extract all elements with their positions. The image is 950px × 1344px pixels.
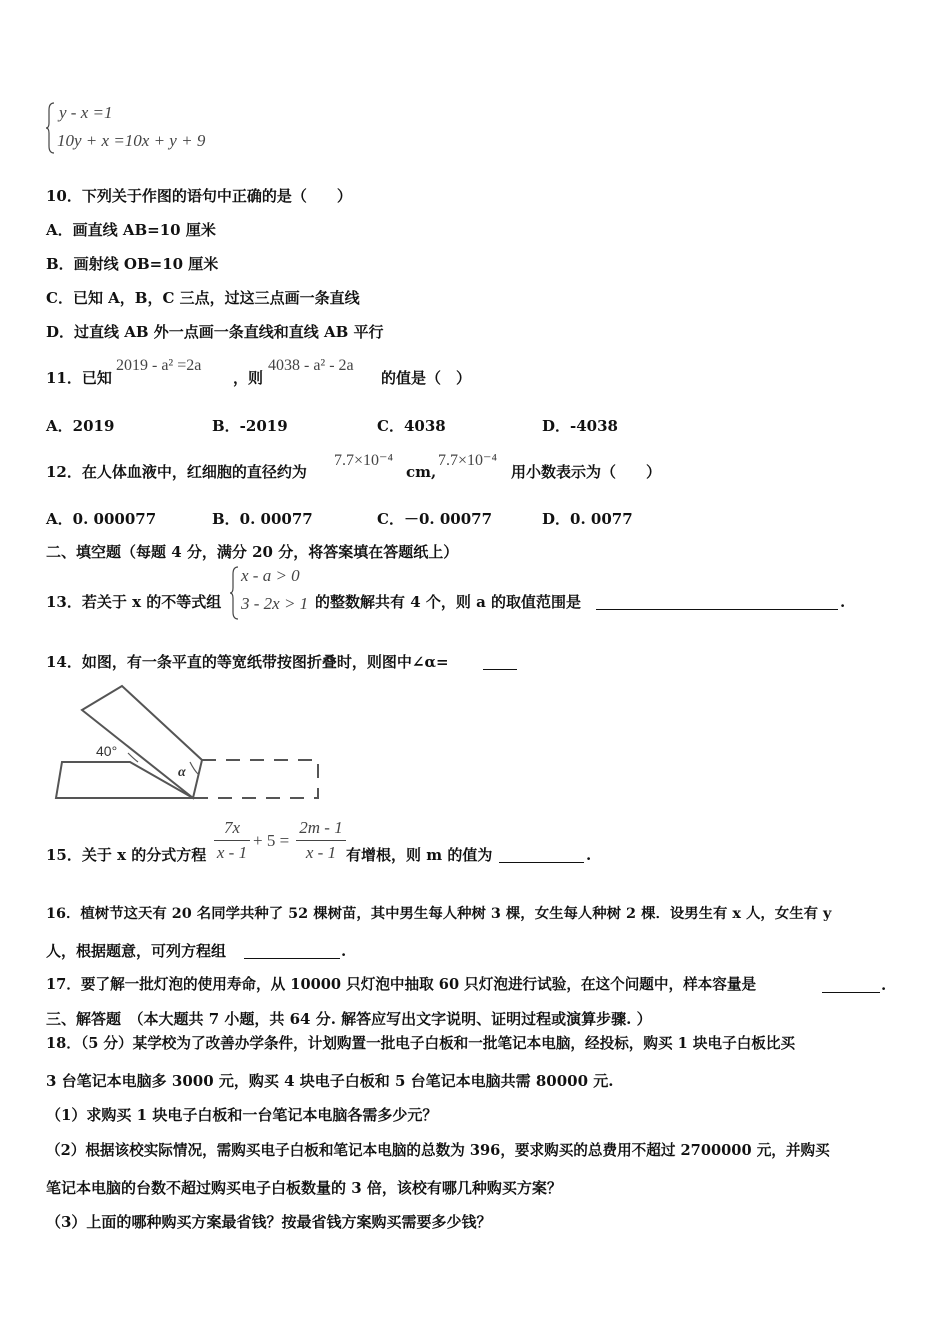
q13-ineq1: x - a > 0	[241, 566, 300, 585]
q18-sub2-line1: （2）根据该校实际情况，需购买电子白板和笔记本电脑的总数为 396，要求购买的总费用不超过 2700000 元，并购买	[46, 1142, 830, 1159]
system-brace	[46, 102, 56, 154]
q12-unit: cm,	[406, 463, 437, 481]
q11-option-d: D．-4038	[542, 417, 618, 435]
q17-text: 17．要了解一批灯泡的使用寿命，从 10000 只灯泡中抽取 60 只灯泡进行试验，在这个问题中，样本容量是	[46, 976, 757, 993]
q17-answer-blank	[822, 977, 880, 993]
q11-prefix: 11．已知	[46, 369, 112, 387]
q11-mid: ，则	[233, 369, 264, 387]
q15-frac1-numerator: 7x	[223, 818, 241, 837]
q12-value1: 7.7×10⁻⁴	[334, 452, 394, 469]
q12-prefix: 12．在人体血液中，红细胞的直径约为	[46, 463, 307, 481]
q11-option-b: B．-2019	[212, 417, 288, 435]
q11-given: 2019 - a² =2a	[116, 357, 202, 374]
q16-line2: 人，根据题意，可列方程组	[46, 942, 227, 960]
q15-suffix: 有增根，则 m 的值为	[346, 846, 493, 864]
q15-fraction-1	[214, 818, 250, 863]
q11-option-a: A．2019	[46, 417, 115, 435]
q13-prefix: 13．若关于 x 的不等式组	[46, 593, 222, 611]
q10-option-b: B．画射线 OB=10 厘米	[46, 255, 219, 273]
q12-option-b: B．0. 00077	[212, 510, 313, 528]
q12-suffix: 用小数表示为（ ）	[511, 463, 662, 481]
q12-option-a: A．0. 000077	[46, 510, 157, 528]
q18-line1: 18．（5 分）某学校为了改善办学条件，计划购置一批电子白板和一批笔记本电脑，经投标，购买 1 块电子白板比买	[46, 1035, 796, 1052]
q12-value2: 7.7×10⁻⁴	[438, 452, 498, 469]
system-eq1: y - x =1	[59, 103, 113, 122]
q12-option-c: C．－0. 00077	[377, 510, 493, 528]
q15-prefix: 15．关于 x 的分式方程	[46, 846, 207, 864]
q10-option-c: C．已知 A，B，C 三点，过这三点画一条直线	[46, 289, 360, 307]
angle-40-label: 40°	[96, 743, 118, 759]
q13-brace	[230, 566, 240, 620]
q13-suffix: 的整数解共有 4 个，则 a 的取值范围是	[315, 593, 582, 611]
q10-option-a: A．画直线 AB=10 厘米	[46, 221, 216, 239]
q15-frac1-denominator: x - 1	[216, 843, 248, 862]
q15-frac2-numerator: 2m - 1	[299, 818, 343, 837]
q10-option-d: D．过直线 AB 外一点画一条直线和直线 AB 平行	[46, 323, 384, 341]
q17-end: .	[881, 976, 887, 994]
q10-stem: 10．下列关于作图的语句中正确的是（ ）	[46, 187, 352, 205]
section3-heading: 三、解答题 （本大题共 7 小题，共 64 分. 解答应写出文字说明、证明过程或演算步骤. ）	[46, 1010, 652, 1028]
q11-option-c: C．4038	[377, 417, 446, 435]
q15-answer-blank	[499, 847, 584, 863]
q15-plus: + 5 =	[253, 831, 290, 850]
q16-end: .	[341, 942, 347, 960]
q13-answer-blank	[596, 594, 838, 610]
q11-expr: 4038 - a² - 2a	[268, 357, 354, 374]
q14-folded-strip-figure	[50, 682, 330, 804]
strip-dashed-outline	[193, 760, 318, 798]
section2-heading: 二、填空题（每题 4 分，满分 20 分，将答案填在答题纸上）	[46, 543, 459, 561]
strip-lower-part	[56, 762, 193, 798]
q16-answer-blank	[244, 943, 340, 959]
q18-sub2-line2: 笔记本电脑的台数不超过购买电子白板数量的 3 倍，该校有哪几种购买方案？	[46, 1179, 562, 1197]
q12-option-d: D．0. 0077	[542, 510, 633, 528]
q18-sub3: （3）上面的哪种购买方案最省钱？按最省钱方案购买需要多少钱？	[46, 1213, 492, 1231]
q18-sub1: （1）求购买 1 块电子白板和一台笔记本电脑各需多少元？	[46, 1106, 438, 1124]
angle-alpha-label: α	[178, 765, 186, 780]
q14-text: 14．如图，有一条平直的等宽纸带按图折叠时，则图中∠α=	[46, 653, 449, 671]
angle-alpha-arc	[190, 762, 198, 774]
q16-line1: 16．植树节这天有 20 名同学共种了 52 棵树苗，其中男生每人种树 3 棵，女生每人种树 2 棵．设男生有 x 人，女生有 y	[46, 905, 832, 922]
q15-end: .	[586, 846, 592, 864]
strip-folded-part	[82, 686, 202, 798]
q13-ineq2: 3 - 2x > 1	[241, 594, 309, 613]
q15-fraction-2	[296, 818, 346, 863]
system-eq2: 10y + x =10x + y + 9	[57, 131, 206, 150]
q13-end: .	[840, 593, 846, 611]
q11-suffix: 的值是（ ）	[381, 369, 472, 387]
q14-answer-blank	[483, 654, 517, 670]
q15-frac2-denominator: x - 1	[305, 843, 337, 862]
q18-line2: 3 台笔记本电脑多 3000 元，购买 4 块电子白板和 5 台笔记本电脑共需 80000 元.	[46, 1072, 614, 1090]
